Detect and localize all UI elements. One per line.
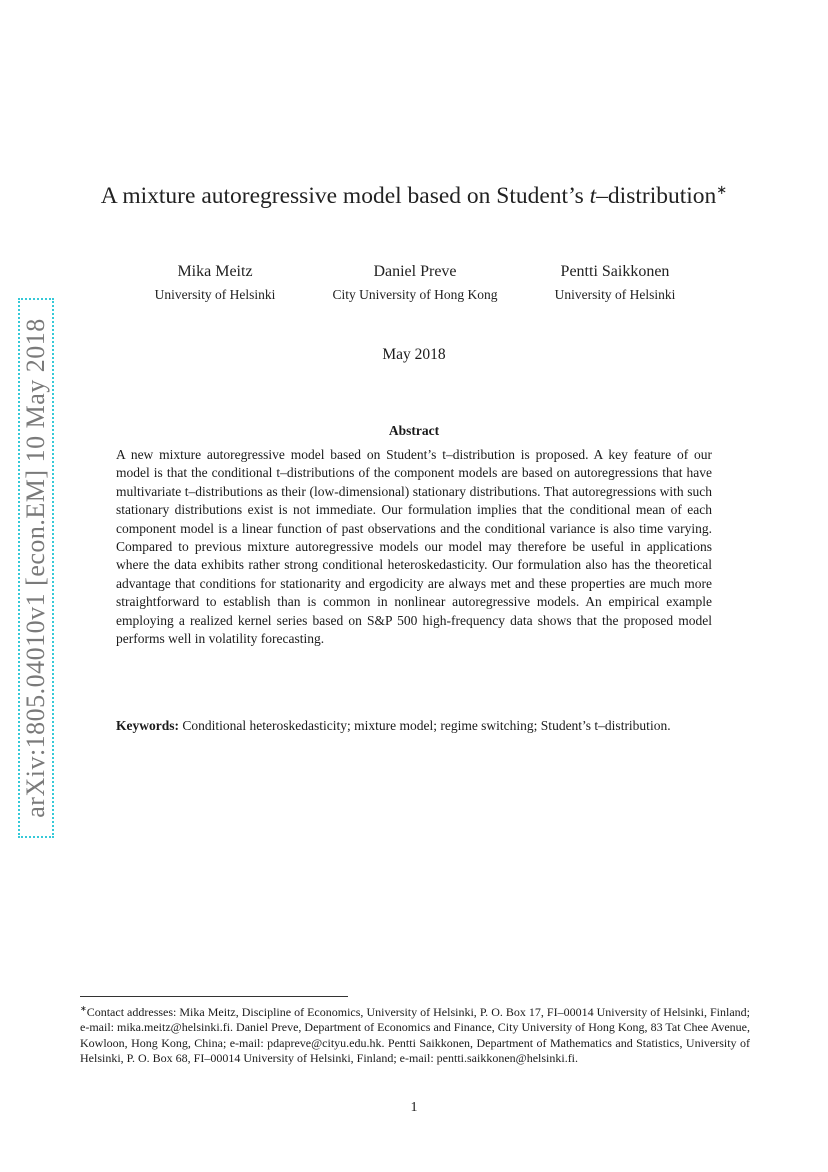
footnote bbox=[80, 1001, 750, 1067]
arxiv-identifier: arXiv:1805.04010v1 [econ.EM] 10 May 2018 bbox=[21, 318, 50, 818]
keywords bbox=[116, 718, 756, 734]
footnote-divider bbox=[80, 996, 348, 997]
title-footnote-mark: ∗ bbox=[716, 182, 728, 197]
page-number: 1 bbox=[410, 1100, 418, 1115]
author-block bbox=[312, 262, 518, 308]
paper-date: May 2018 bbox=[382, 346, 446, 363]
abstract-text: A new mixture autoregressive model based on Student’s t–distribution is proposed. A key feature of our model is that the conditional t–distributions of the component models are based on autoregressions that have multivariate t–distributions as their (low-dimensional) stationary distributions. That autoregressions with such stationary distributions exist is not immediate. Our formulation implies that the conditional mean of each component model is a linear function of past observations and the conditional variance is also time varying. Compared to previous mixture autoregressive models our model may therefore be useful in applications where the data exhibits rather strong conditional heteroskedasticity. Our formulation also has the theoretical advantage that conditions for stationarity and ergodicity are always met and these properties are much more straightforward to establish than is common in nonlinear autoregressive models. An empirical example employing a realized kernel series based on S&P 500 high-frequency data shows that the proposed model performs well in volatility forecasting. bbox=[116, 447, 712, 647]
author-affiliation: University of Helsinki bbox=[554, 287, 676, 302]
author-affiliation: City University of Hong Kong bbox=[332, 287, 498, 302]
author-name: Mika Meitz bbox=[177, 263, 253, 280]
author-block bbox=[130, 262, 300, 308]
footnote-mark: ∗ bbox=[80, 1004, 87, 1013]
keywords-text: Conditional heteroskedasticity; mixture model; regime switching; Student’s t–distribution. bbox=[182, 718, 671, 733]
footnote-text: Contact addresses: Mika Meitz, Discipline of Economics, University of Helsinki, P. O. Box 17, FI–00014 University of Helsinki, Finland; e-mail: mika.meitz@helsinki.fi. Daniel Preve, Department of Economics and Finance, City University of Hong Kong, 83 Tat Chee Avenue, Kowloon, Hong Kong, China; e-mail: pdapreve@cityu.edu.hk. Pentti Saikkonen, Department of Mathematics and Statistics, University of Helsinki, P. O. Box 68, FI–00014 University of Helsinki, Finland; e-mail: pentti.saikkonen@helsinki.fi. bbox=[80, 1005, 750, 1066]
title-italic-t: t bbox=[589, 183, 597, 209]
keywords-label: Keywords: bbox=[116, 718, 179, 733]
paper-title bbox=[0, 182, 828, 210]
title-prefix: A mixture autoregressive model based on Student’s bbox=[100, 183, 590, 209]
arxiv-stamp[interactable] bbox=[18, 298, 54, 838]
author-name: Pentti Saikkonen bbox=[560, 263, 670, 280]
author-block bbox=[530, 262, 700, 308]
author-name: Daniel Preve bbox=[373, 263, 457, 280]
abstract-heading: Abstract bbox=[388, 423, 440, 438]
author-affiliation: University of Helsinki bbox=[154, 287, 276, 302]
title-suffix: –distribution bbox=[596, 183, 717, 209]
